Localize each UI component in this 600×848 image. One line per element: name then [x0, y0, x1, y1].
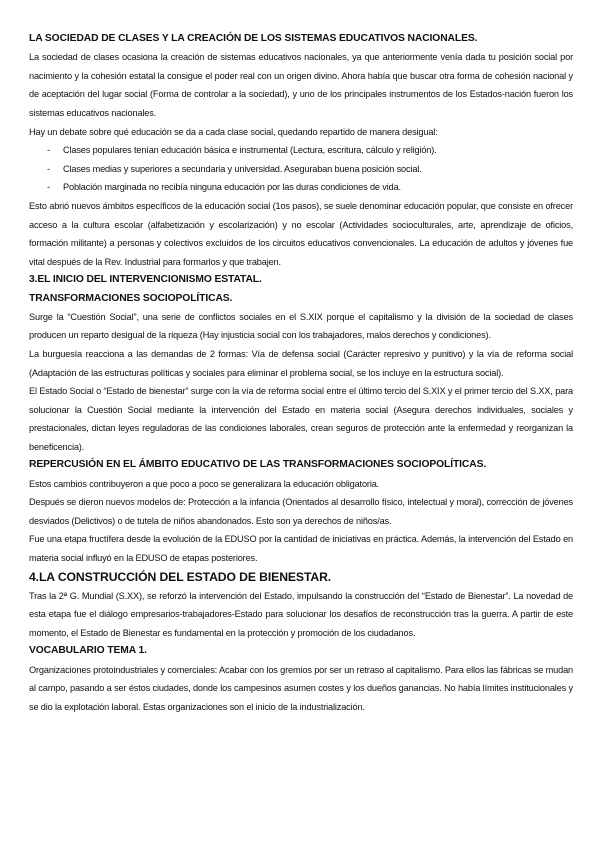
vocabulary-title: VOCABULARIO TEMA 1.: [29, 645, 147, 657]
section3-paragraph-5: Después se dieron nuevos modelos de: Protección a la infancia (Orientados al desarrollo físico, intelectual y moral), corrección de jóvenes desviados (Delictivos) o de tutela de niños abandonados. Esto son ya derechos de niños/as.: [29, 497, 573, 526]
section3-subtitle-2: REPERCUSIÓN EN EL ÁMBITO EDUCATIVO DE LAS TRANSFORMACIONES SOCIOPOLÍTICAS.: [29, 459, 487, 471]
section3-subtitle: TRANSFORMACIONES SOCIOPOLÍTICAS.: [29, 292, 233, 304]
section3-paragraph-1: Surge la “Cuestión Social”, una serie de conflictos sociales en el S.XIX porque el capitalismo y la división de la sociedad de clases producen un reparto desigual de la riqueza (Hay injusticia social con los trabajadores, malos derechos y condiciones).: [29, 311, 573, 341]
section1-paragraph-3: Esto abrió nuevos ámbitos específicos de la educación social (1os pasos), se suele denominar educación popular, que consiste en ofrecer acceso a la cultura escolar (alfabetización y escolarización) y no escolar (Actividades socioculturales, arte, aprendizaje de oficios, formación militante) a personas y colectivos excluidos de los circuitos educativos convencionales. La educación de adultos y jóvenes fue vital después de la Rev. Industrial para formarlos y que trabajen.: [29, 200, 573, 267]
list-item: - Clases populares tenían educación básica e instrumental (Lectura, escritura, cálculo y religión).: [47, 141, 573, 160]
section3-paragraph-6: Fue una etapa fructífera desde la evolución de la EDUSO por la cantidad de iniciativas en práctica. Además, la intervención del Estado en materia social influyó en la EDUSO de etapas posteriores.: [29, 534, 573, 564]
section4-title: 4.LA CONSTRUCCIÓN DEL ESTADO DE BIENESTAR.: [29, 569, 332, 584]
list-item: - Población marginada no recibía ninguna educación por las duras condiciones de vida.: [47, 178, 573, 197]
section4-paragraph-1: Tras la 2ª G. Mundial (S.XX), se reforzó la intervención del Estado, impulsando la construcción del “Estado de Bienestar”. La novedad de esta etapa fue el diálogo empresarios-trabajadores-Estado para solucionar los desafíos de reconstrucción tras la guerra. A partir de este momento, el Estado de Bienestar es fundamental en la protección y promoción de los ciudadanos.: [29, 590, 573, 638]
section1-title: LA SOCIEDAD DE CLASES Y LA CREACIÓN DE LOS SISTEMAS EDUCATIVOS NACIONALES.: [29, 33, 478, 44]
section1-paragraph-1: La sociedad de clases ocasiona la creación de sistemas educativos nacionales, ya que anteriormente venía dada tu posición social por nacimiento y la cohesión estatal la consigue el poder real con un origen divino. Ahora había que buscar otra forma de cohesión nacional y de aceptación del lugar social (Forma de controlar a la sociedad), y uno de los principales instrumentos de los Estados-nación fueron los sistemas educativos nacionales.: [29, 52, 573, 118]
section3-paragraph-3: El Estado Social o “Estado de bienestar” surge con la vía de reforma social entre el último tercio del S.XIX y el primer tercio del S.XX, para solucionar la Cuestión Social mediante la intervención del Estado en materia social (Asegura derechos individuales, sociales y prestacionales, dictan leyes reguladoras de las condiciones laborales, crean seguros de protección ante la enfermedad y reorganizan la beneficencia).: [29, 386, 573, 452]
list-item: - Clases medias y superiores a secundaria y universidad. Aseguraban buena posición social.: [47, 160, 573, 179]
section3-title: 3.EL INICIO DEL INTERVENCIONISMO ESTATAL.: [29, 274, 262, 286]
section3-paragraph-2: La burguesía reacciona a las demandas de 2 formas: Vía de defensa social (Carácter represivo y punitivo) y la vía de reforma social (Adaptación de las estructuras políticas y sociales para eliminar el problema social, se los incluye en la estructura social).: [29, 348, 573, 378]
section1-paragraph-2: Hay un debate sobre qué educación se da a cada clase social, quedando repartido de manera desigual:: [29, 126, 438, 137]
vocabulary-paragraph-1: Organizaciones protoindustriales y comerciales: Acabar con los gremios por ser un retraso al capitalismo. Para ellos las fábricas se mudan al campo, pasando a ser éstos ciudades, donde los campesinos asumen costes y los dueños ganancias. No había límites institucionales y se dio la explotación laboral. Estas organizaciones son el inicio de la industrialización.: [29, 664, 573, 712]
education-by-class-list: [29, 141, 573, 197]
section3-paragraph-4: Estos cambios contribuyeron a que poco a poco se generalizara la educación obligatoria.: [29, 478, 380, 489]
